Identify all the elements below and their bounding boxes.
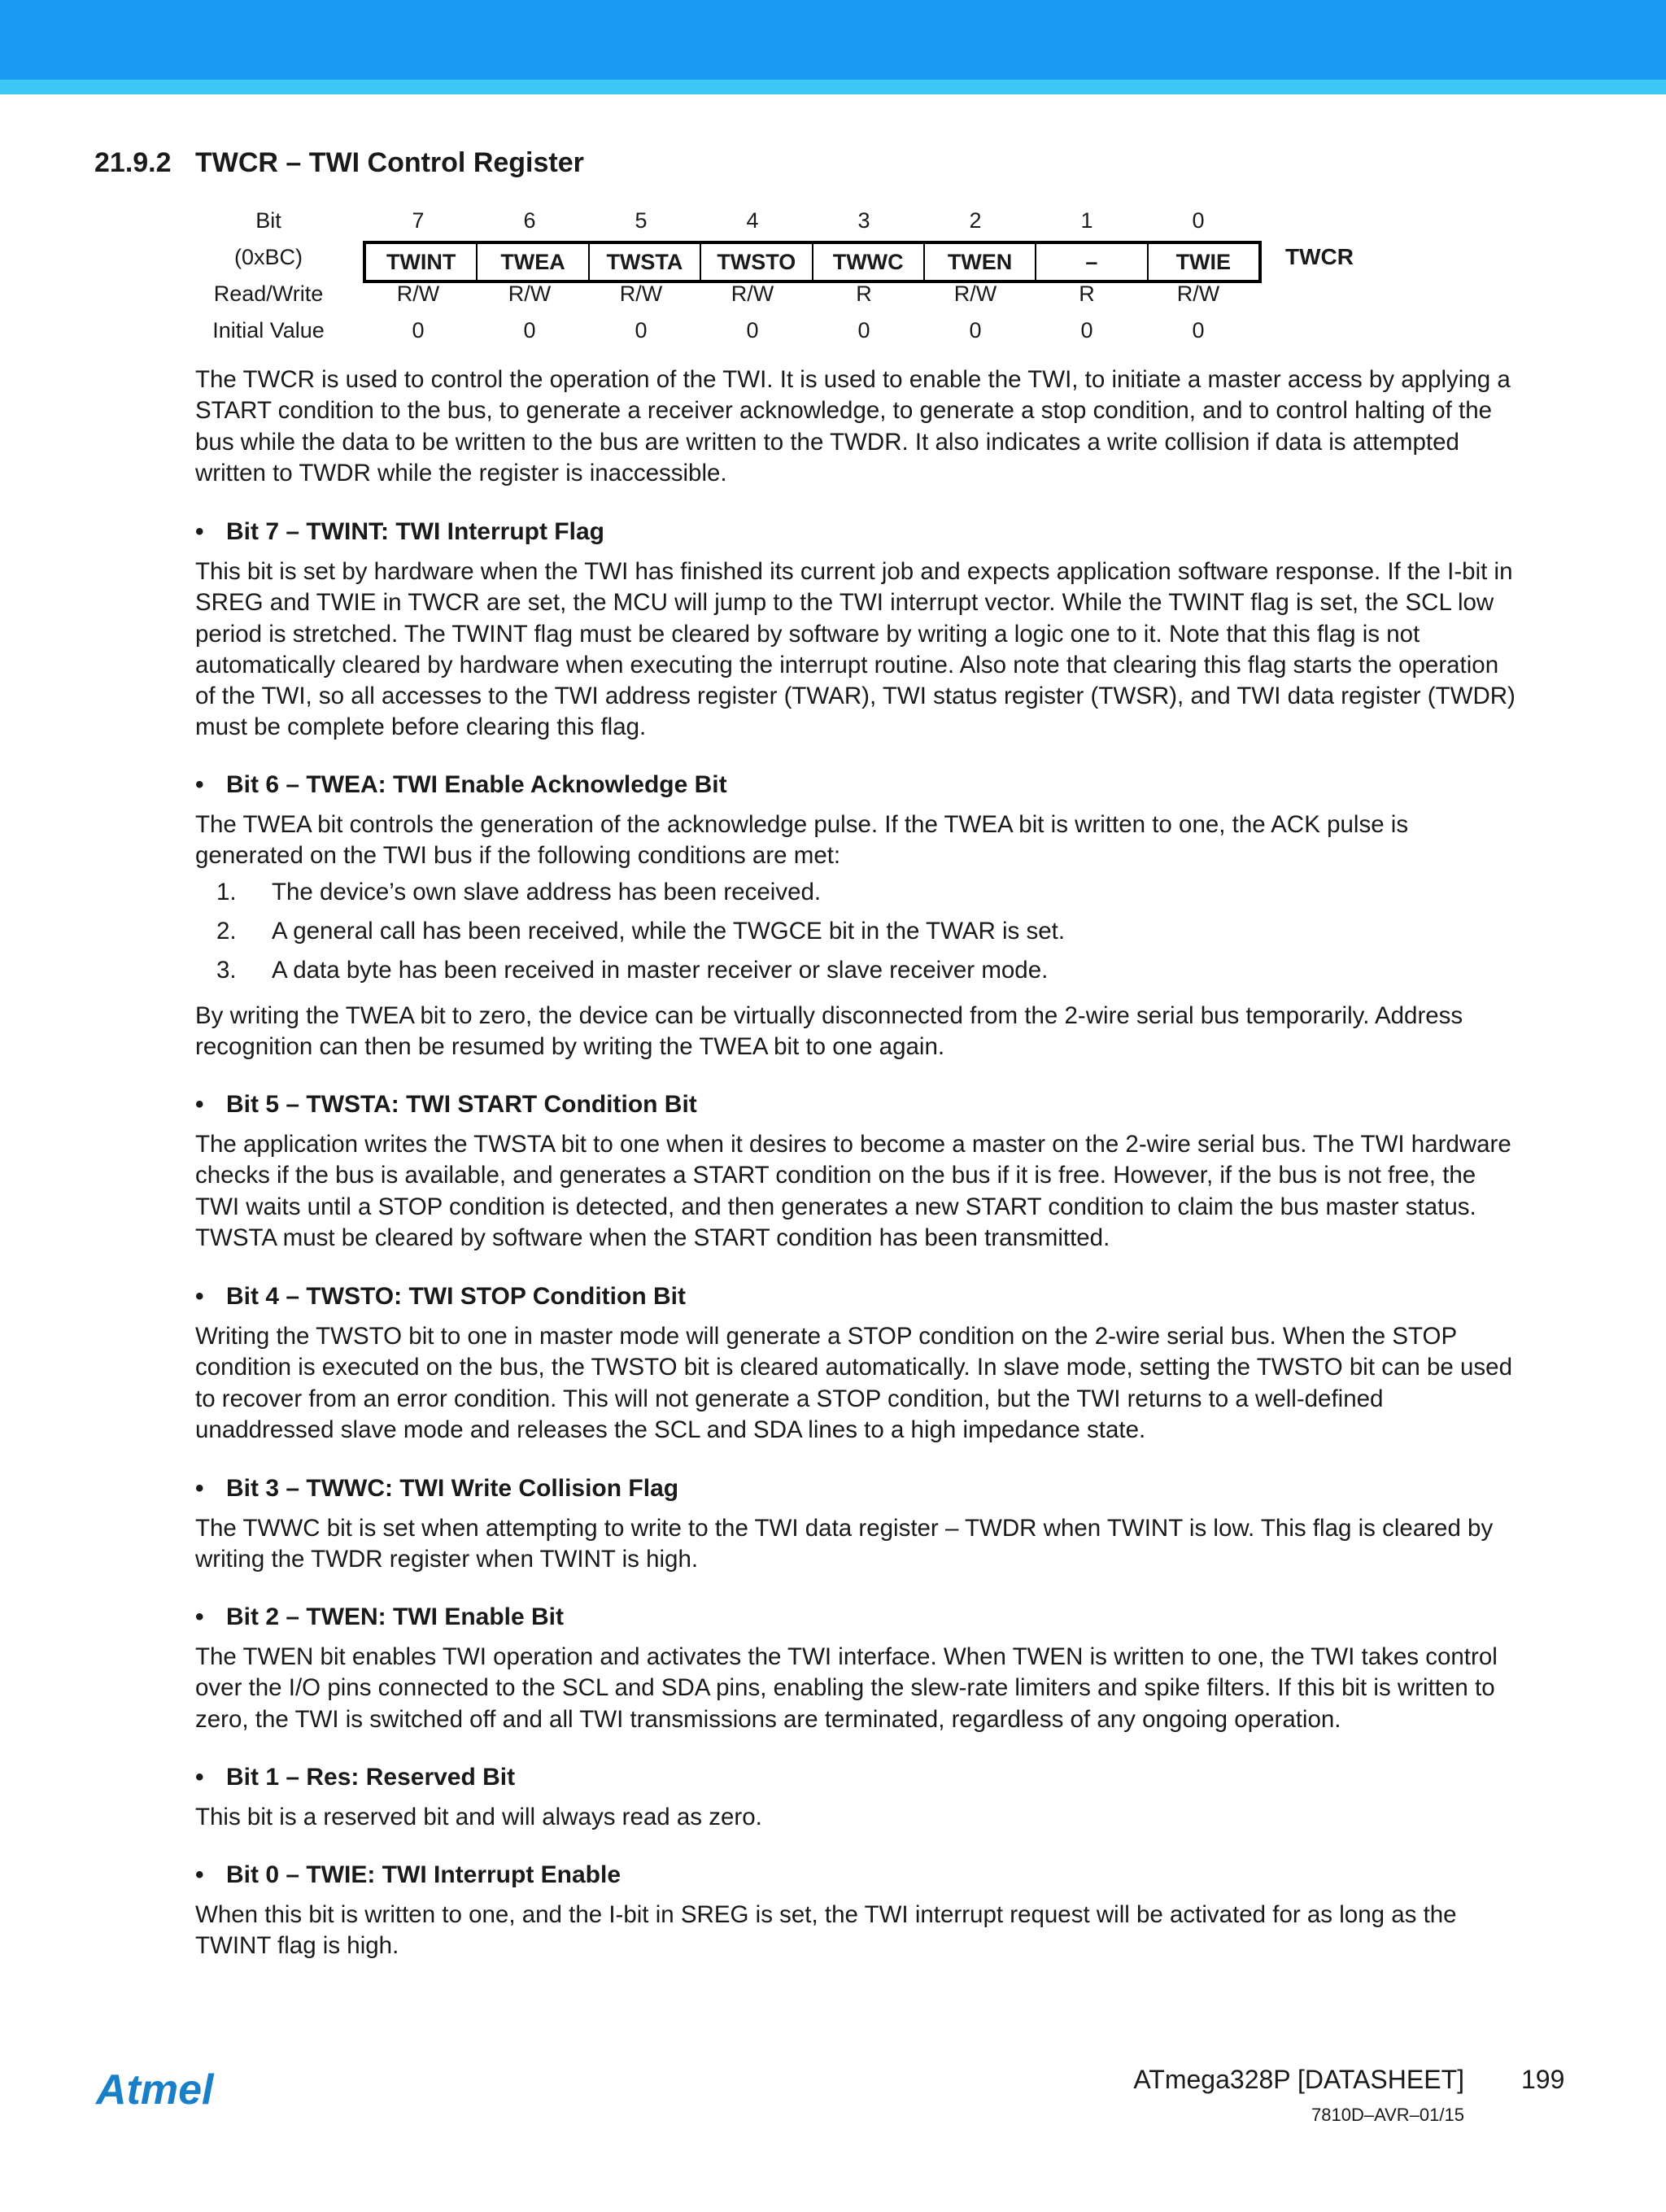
list-text: A data byte has been received in master receiver or slave receiver mode.: [272, 957, 1049, 984]
field-twen: TWEN: [925, 244, 1036, 280]
text-line: TWINT flag is high.: [195, 1932, 399, 1960]
field-twsta: TWSTA: [590, 244, 701, 280]
bit-number: 7: [412, 208, 425, 233]
bit6-heading: [195, 771, 727, 799]
heading-text: Bit 4 – TWSTO: TWI STOP Condition Bit: [226, 1283, 686, 1310]
text-line: condition is executed on the bus, the TWSTO bit is cleared automatically. In slave mode, setting the TWSTO bit can be used: [195, 1354, 1512, 1381]
initial-value: 0: [1192, 318, 1205, 342]
text-line: unaddressed slave mode and releases the SCL and SDA lines to a high impedance state.: [195, 1416, 1146, 1443]
bit4-paragraph: [195, 1321, 1570, 1446]
init-label: Initial Value: [212, 318, 325, 342]
list-item: [216, 918, 1065, 945]
bit7-heading: [195, 518, 604, 546]
section-heading: [94, 147, 584, 179]
heading-text: Bit 6 – TWEA: TWI Enable Acknowledge Bit: [226, 771, 727, 798]
bit1-paragraph: [195, 1802, 1570, 1833]
initial-value: 0: [412, 318, 425, 342]
intro-paragraph: [195, 364, 1570, 489]
bit3-heading: [195, 1475, 678, 1503]
list-item: [216, 879, 821, 906]
bit3-paragraph: [195, 1513, 1570, 1576]
address-label: (0xBC): [233, 245, 303, 269]
field-twie: TWIE: [1175, 249, 1232, 274]
text-line: By writing the TWEA bit to zero, the device can be virtually disconnected from the 2-wire serial bus temporarily. Address: [195, 1002, 1463, 1029]
text-line: The TWEA bit controls the generation of the acknowledge pulse. If the TWEA bit is written to one, the ACK pulse is: [195, 811, 1409, 838]
rw-label: Read/Write: [213, 281, 324, 306]
register-name: TWCR: [1285, 244, 1354, 269]
header-band: [0, 0, 1666, 80]
bit5-heading: [195, 1091, 697, 1119]
bullet: •: [195, 1475, 204, 1502]
bullet: •: [195, 1283, 204, 1310]
text-line: When this bit is written to one, and the I-bit in SREG is set, the TWI interrupt request will be activated for as long as the: [195, 1901, 1457, 1928]
bullet: •: [195, 1091, 204, 1118]
bit-number: 6: [523, 208, 536, 233]
text-line: recognition can then be resumed by writing the TWEA bit to one again.: [195, 1033, 945, 1061]
text-line: TWI waits until a STOP condition is detected, and then generates a new START condition to claim the bus master status.: [195, 1193, 1476, 1220]
access-value: R: [1079, 281, 1095, 306]
text-line: of the TWI, so all accesses to the TWI address register (TWAR), TWI status register (TWSR), and TWI data register (TWDR): [195, 683, 1516, 710]
text-line: writing the TWDR register when TWINT is high.: [195, 1546, 699, 1573]
heading-text: Bit 0 – TWIE: TWI Interrupt Enable: [226, 1861, 621, 1888]
text-line: period is stretched. The TWINT flag must be cleared by software by writing a logic one to it. Note that this flag is not: [195, 620, 1420, 648]
bit2-heading: [195, 1603, 564, 1631]
initial-value: 0: [635, 318, 648, 342]
initial-value: 0: [1080, 318, 1093, 342]
register-field-box: [363, 241, 1262, 283]
logo-text: Atmel: [96, 2066, 214, 2112]
bit-number: 1: [1080, 208, 1093, 233]
page-number: 199: [1521, 2065, 1565, 2094]
text-line: This bit is set by hardware when the TWI has finished its current job and expects application software response. If the I-bit in: [195, 558, 1513, 585]
bit6-after-paragraph: [195, 1001, 1570, 1063]
heading-text: Bit 5 – TWSTA: TWI START Condition Bit: [226, 1091, 697, 1118]
text-line: must be complete before clearing this flag.: [195, 713, 647, 741]
access-value: R/W: [508, 281, 552, 306]
text-line: TWSTA must be cleared by software when the START condition has been transmitted.: [195, 1224, 1110, 1251]
text-line: zero, the TWI is switched off and all TWI transmissions are terminated, regardless of any ongoing operation.: [195, 1705, 1341, 1733]
text-line: automatically cleared by hardware when executing the interrupt routine. Also note that clearing this flag starts the operation: [195, 651, 1499, 678]
text-line: The TWEN bit enables TWI operation and activates the TWI interface. When TWEN is written to one, the TWI takes control: [195, 1643, 1498, 1670]
field-reserved: –: [1036, 244, 1148, 280]
bit-number: 5: [635, 208, 648, 233]
text-line: bus while the data to be written to the bus are written to the TWDR. It also indicates a write collision if data is attempted: [195, 428, 1459, 456]
text-line: SREG and TWIE in TWCR are set, the MCU will jump to the TWI interrupt vector. While the TWINT flag is set, the SCL low: [195, 589, 1494, 617]
bit-number: 3: [857, 208, 870, 233]
text-line: checks if the bus is available, and generates a START condition on the bus if it is free. However, if the bus is not free, the: [195, 1162, 1476, 1189]
list-number: 2.: [216, 918, 237, 945]
access-value: R/W: [619, 281, 663, 306]
bit7-paragraph: [195, 556, 1570, 744]
access-value: R/W: [731, 281, 774, 306]
header-stripe: [0, 80, 1666, 94]
bullet: •: [195, 1764, 204, 1791]
list-number: 1.: [216, 879, 237, 905]
doc-title: ATmega328P [DATASHEET]: [1133, 2065, 1464, 2094]
field-twint: TWINT: [366, 244, 478, 280]
access-value: R/W: [396, 281, 440, 306]
heading-text: Bit 3 – TWWC: TWI Write Collision Flag: [226, 1475, 679, 1502]
text-line: to recover from an error condition. This will not generate a STOP condition, but the TWI returns to a well-defined: [195, 1385, 1384, 1412]
text-line: over the I/O pins connected to the SCL and SDA pins, enabling the slew-rate limiters and spike filters. If this bit is written to: [195, 1674, 1495, 1702]
initial-value: 0: [969, 318, 982, 342]
bullet: •: [195, 518, 204, 545]
bit0-heading: [195, 1861, 621, 1889]
bit2-paragraph: [195, 1642, 1570, 1735]
list-item: [216, 957, 1048, 984]
text-line: The application writes the TWSTA bit to one when it desires to become a master on the 2-wire serial bus. The TWI hardware: [195, 1131, 1511, 1158]
list-text: A general call has been received, while the TWGCE bit in the TWAR is set.: [272, 918, 1066, 945]
text-line: This bit is a reserved bit and will always read as zero.: [195, 1804, 762, 1830]
bit-number: 4: [746, 208, 759, 233]
bullet: •: [195, 1603, 204, 1630]
doc-code: 7810D–AVR–01/15: [1311, 2105, 1464, 2125]
section-title: TWCR – TWI Control Register: [195, 147, 584, 178]
bit-number: 0: [1192, 208, 1205, 233]
heading-text: Bit 2 – TWEN: TWI Enable Bit: [226, 1603, 565, 1630]
text-line: START condition to the bus, to generate a receiver acknowledge, to generate a stop condition, and to control halting of the: [195, 397, 1493, 425]
list-number: 3.: [216, 957, 237, 984]
bit4-heading: [195, 1283, 686, 1311]
text-line: generated on the TWI bus if the following conditions are met:: [195, 842, 841, 870]
bit-label: Bit: [255, 208, 281, 233]
text-line: written to TWDR while the register is inaccessible.: [195, 459, 727, 486]
heading-text: Bit 7 – TWINT: TWI Interrupt Flag: [226, 518, 604, 545]
bit6-paragraph: [195, 809, 1570, 872]
access-value: R/W: [953, 281, 997, 306]
bit1-heading: [195, 1764, 515, 1791]
bit-number: 2: [969, 208, 982, 233]
field-twwc: TWWC: [813, 244, 925, 280]
access-value: R: [856, 281, 872, 306]
text-line: The TWWC bit is set when attempting to write to the TWI data register – TWDR when TWINT is low. This flag is cleared by: [195, 1515, 1494, 1542]
initial-value: 0: [857, 318, 870, 342]
field-twsto: TWSTO: [701, 244, 813, 280]
bit0-paragraph: [195, 1900, 1570, 1962]
bullet: •: [195, 1861, 204, 1888]
access-value: R/W: [1176, 281, 1220, 306]
bullet: •: [195, 771, 204, 798]
text-line: Writing the TWSTO bit to one in master mode will generate a STOP condition on the 2-wire serial bus. When the STOP: [195, 1323, 1458, 1350]
bit5-paragraph: [195, 1129, 1570, 1254]
heading-text: Bit 1 – Res: Reserved Bit: [226, 1764, 516, 1791]
text-line: The TWCR is used to control the operation of the TWI. It is used to enable the TWI, to initiate a master access by applying a: [195, 366, 1511, 393]
initial-value: 0: [523, 318, 536, 342]
list-text: The device’s own slave address has been received.: [272, 879, 822, 905]
section-number: 21.9.2: [94, 147, 172, 178]
initial-value: 0: [746, 318, 759, 342]
atmel-logo: [94, 2066, 241, 2112]
field-twea: TWEA: [478, 244, 589, 280]
